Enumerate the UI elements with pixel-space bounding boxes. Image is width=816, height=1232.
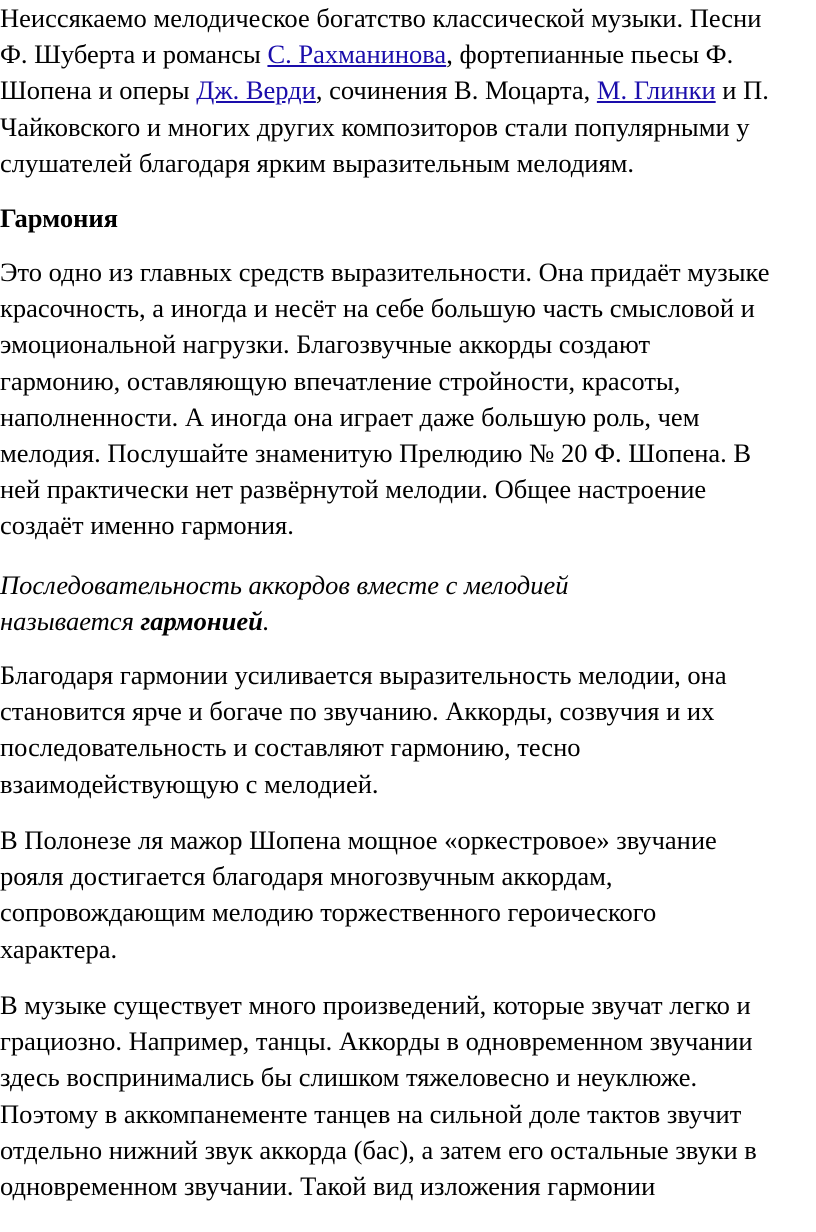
paragraph-harmony-intro <box>0 254 769 544</box>
text-line: характера. <box>0 933 118 964</box>
link-verdi[interactable]: Дж. Верди <box>196 75 316 106</box>
text-line: красочность, а иногда и несёт на себе большую часть смысловой и <box>0 293 755 324</box>
text-line: ней практически нет развёрнутой мелодии. Общее настроение <box>0 474 707 505</box>
text-line: Чайковского и многих других композиторов стали популярными у <box>0 111 750 142</box>
text-line: Последовательность аккордов вместе с мелодией <box>0 570 569 600</box>
text-line: Неиссякаемо мелодическое богатство классической музыки. Песни <box>0 3 762 33</box>
text-line: грациозно. Например, танцы. Аккорды в одновременном звучании <box>0 1026 753 1057</box>
paragraph-polonaise <box>0 822 717 967</box>
link-glinka[interactable]: М. Глинки <box>596 75 716 106</box>
paragraph-dances <box>0 987 757 1204</box>
text-line: создаёт именно гармония. <box>0 510 294 541</box>
text-line: одновременном звучании. Такой вид изложения гармонии <box>0 1170 656 1201</box>
text-line: называется гармонией. <box>0 606 270 637</box>
text-line: последовательность и составляют гармонию, тесно <box>0 732 581 763</box>
text-line: Поэтому в аккомпанементе танцев на сильной доле тактов звучит <box>0 1098 742 1129</box>
text-line: эмоциональной нагрузки. Благозвучные аккорды создают <box>0 329 651 360</box>
text-line: Шопена и оперы Дж. Верди, сочинения В. Моцарта, М. Глинки и П. <box>0 75 769 106</box>
text-line: сопровождающим мелодию торжественного героического <box>0 897 657 928</box>
text-line: слушателей благодаря ярким выразительным мелодиям. <box>0 147 635 178</box>
term-harmony: гармонией <box>140 606 263 637</box>
text-line: взаимодействующую с мелодией. <box>0 768 379 799</box>
text-line: Благодаря гармонии усиливается выразительность мелодии, она <box>0 660 727 690</box>
text-line: гармонию, оставляющую впечатление стройности, красоты, <box>0 365 681 396</box>
text-line: становится ярче и богаче по звучанию. Аккорды, созвучия и их <box>0 696 715 727</box>
text-line: мелодия. Послушайте знаменитую Прелюдию № 20 Ф. Шопена. В <box>0 437 752 468</box>
paragraph-melody <box>0 0 769 181</box>
text-line: здесь воспринимались бы слишком тяжеловесно и неуклюже. <box>0 1062 698 1093</box>
definition-harmony <box>0 567 568 639</box>
text-line: В музыке существует много произведений, которые звучат легко и <box>0 990 751 1020</box>
text-line: наполненности. А иногда она играет даже большую роль, чем <box>0 401 700 432</box>
paragraph-harmony-expressiveness <box>0 657 727 802</box>
text-line: Ф. Шуберта и романсы С. Рахманинова, фортепианные пьесы Ф. <box>0 39 734 70</box>
section-heading-harmony: Гармония <box>0 203 118 233</box>
text-line: В Полонезе ля мажор Шопена мощное «оркестровое» звучание <box>0 825 717 855</box>
link-rachmaninov[interactable]: С. Рахманинова <box>267 39 447 70</box>
text-line: Это одно из главных средств выразительности. Она придаёт музыке <box>0 257 770 287</box>
text-line: отдельно нижний звук аккорда (бас), а затем его остальные звуки в <box>0 1134 757 1165</box>
text-line: рояля достигается благодаря многозвучным аккордам, <box>0 861 613 892</box>
